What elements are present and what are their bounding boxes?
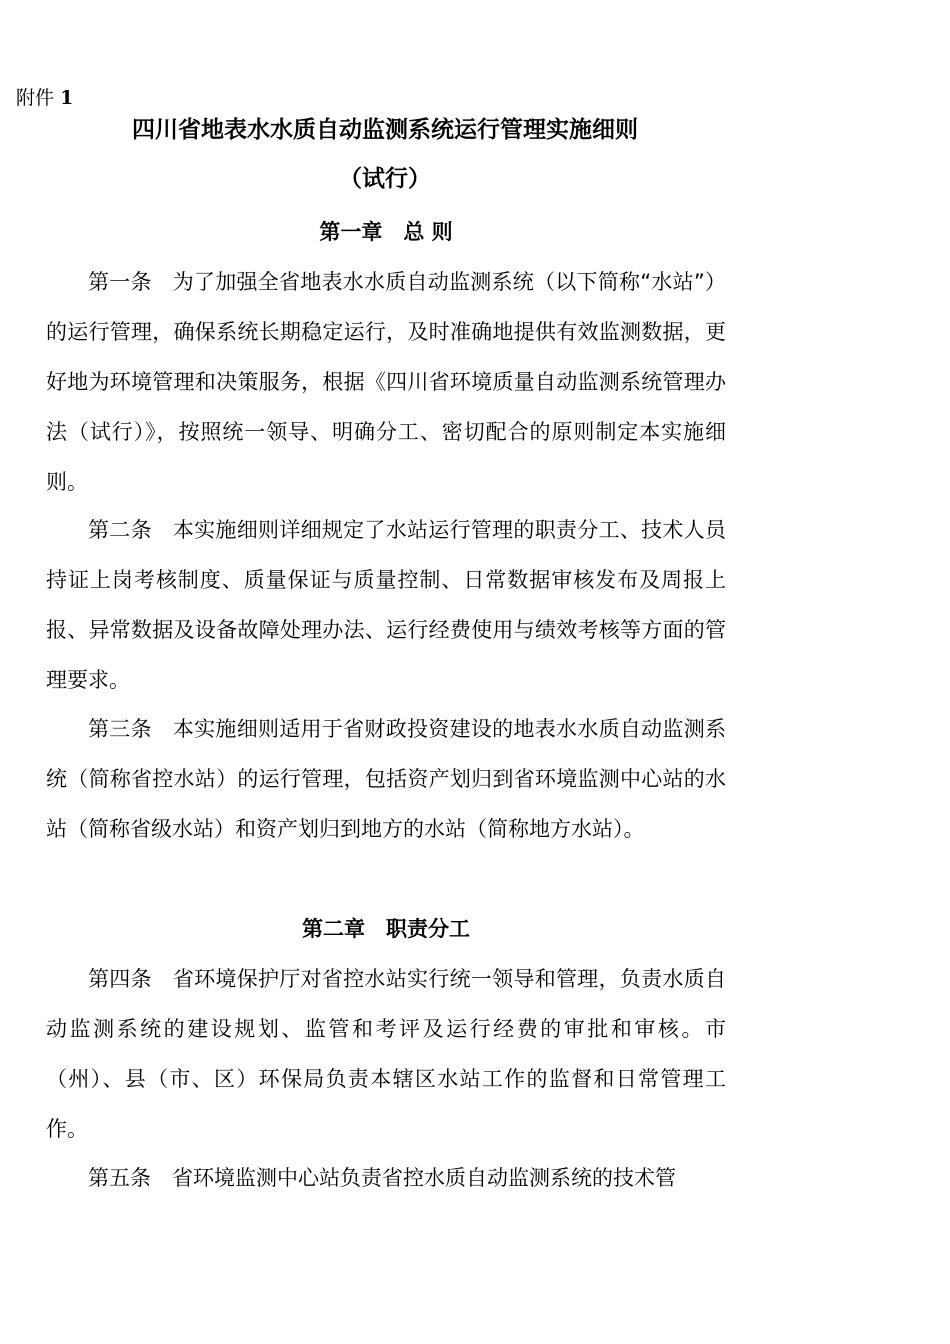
attachment-number: 1 xyxy=(60,87,74,109)
article-3 xyxy=(46,704,726,854)
article-2 xyxy=(46,505,726,705)
article-4 xyxy=(46,954,726,1154)
document-subtitle: （试行） xyxy=(339,166,431,192)
article-number: 第四条 xyxy=(88,967,152,991)
article-text: 本实施细则适用于省财政投资建设的地表水水质自动监测系统（简称省控水站）的运行管理，包括资产划归到省环境监测中心站的水站（简称省级水站）和资产划归到地方的水站（简称地方水站）。 xyxy=(46,717,726,841)
article-number: 第五条 xyxy=(88,1166,151,1190)
document-title: 四川省地表水水质自动监测系统运行管理实施细则 xyxy=(132,117,638,143)
article-text: 为了加强全省地表水水质自动监测系统（以下简称“水站”）的运行管理，确保系统长期稳定运行，及时准确地提供有效监测数据，更好地为环境管理和决策服务，根据《四川省环境质量自动监测系统管理办法（试行）》，按照统一领导、明确分工、密切配合的原则制定本实施细则。 xyxy=(46,270,726,494)
article-text: 省环境保护厅对省控水站实行统一领导和管理，负责水质自动监测系统的建设规划、监管和考评及运行经费的审批和审核。市（州）、县（市、区）环保局负责本辖区水站工作的监督和日常管理工作。 xyxy=(46,967,726,1141)
article-text: 本实施细则详细规定了水站运行管理的职责分工、技术人员持证上岗考核制度、质量保证与质量控制、日常数据审核发布及周报上报、异常数据及设备故障处理办法、运行经费使用与绩效考核等方面的管理要求。 xyxy=(46,518,726,692)
attachment-text: 附件 xyxy=(16,87,55,109)
chapter-heading-2: 第二章 职责分工 xyxy=(302,917,470,941)
article-1 xyxy=(46,257,726,507)
article-number: 第三条 xyxy=(88,717,152,741)
article-number: 第一条 xyxy=(88,270,152,294)
article-text: 省环境监测中心站负责省控水质自动监测系统的技术管 xyxy=(172,1166,676,1190)
attachment-label xyxy=(16,86,73,110)
article-5 xyxy=(46,1153,726,1203)
chapter-heading-1: 第一章 总 则 xyxy=(319,220,453,244)
article-number: 第二条 xyxy=(88,518,152,542)
